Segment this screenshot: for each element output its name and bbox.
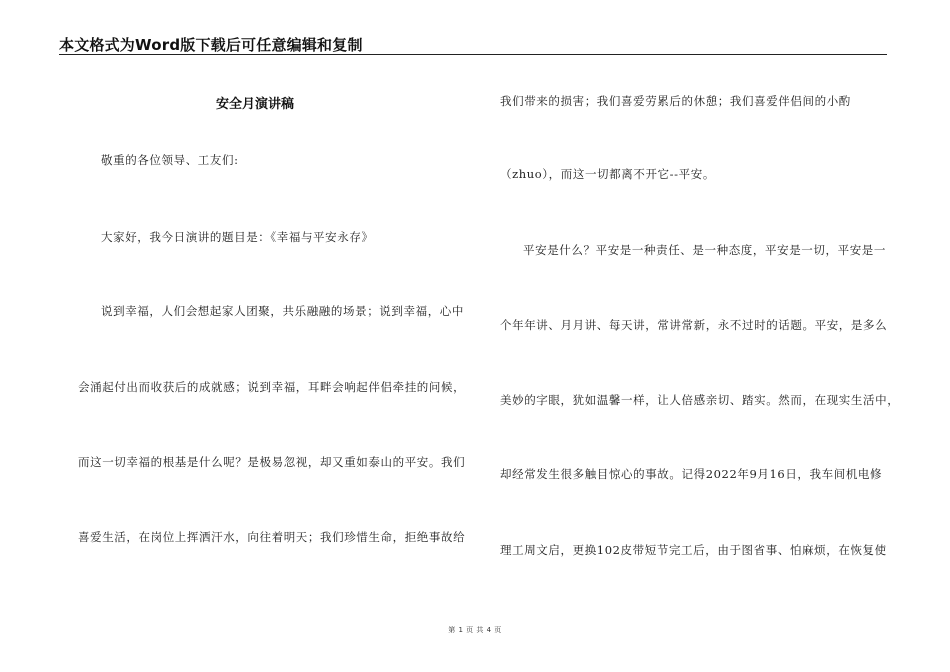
text-line: 却经常发生很多触目惊心的事故。记得2022年9月16日，我车间机电修 bbox=[500, 467, 883, 481]
document-title: 安全月演讲稿 bbox=[216, 97, 295, 112]
salutation-line: 敬重的各位领导、工友们: bbox=[101, 153, 239, 167]
text-line: 会涌起付出而收获后的成就感；说到幸福，耳畔会响起伴侣牵挂的问候， bbox=[78, 380, 466, 394]
text-line: 美妙的字眼，犹如温馨一样，让人倍感亲切、踏实。然而，在现实生活中， bbox=[500, 393, 900, 407]
text-line: 个年年讲、月月讲、每天讲，常讲常新，永不过时的话题。平安，是多么 bbox=[500, 318, 888, 332]
text-line: 大家好，我今日演讲的题目是：《幸福与平安永存》 bbox=[101, 230, 374, 244]
text-line: 喜爱生活，在岗位上挥洒汗水，向往着明天；我们珍惜生命，拒绝事故给 bbox=[78, 530, 466, 544]
banner-divider bbox=[59, 54, 887, 55]
text-line: 而这一切幸福的根基是什么呢？是极易忽视，却又重如泰山的平安。我们 bbox=[78, 455, 466, 469]
download-banner: 本文格式为Word版下载后可任意编辑和复制 bbox=[59, 36, 363, 54]
text-line: 说到幸福，人们会想起家人团聚，共乐融融的场景；说到幸福，心中 bbox=[101, 304, 464, 318]
text-line: 平安是什么？平安是一种责任、是一种态度，平安是一切，平安是一 bbox=[523, 243, 886, 257]
text-line: 我们带来的损害；我们喜爱劳累后的休憩；我们喜爱伴侣间的小酌 bbox=[500, 94, 851, 108]
text-line: 理工周文启，更换102皮带短节完工后，由于图省事、怕麻烦，在恢复使 bbox=[500, 543, 887, 557]
text-line: （zhuo），而这一切都离不开它--平安。 bbox=[500, 167, 715, 181]
page-footer: 第 1 页 共 4 页 bbox=[448, 626, 502, 634]
